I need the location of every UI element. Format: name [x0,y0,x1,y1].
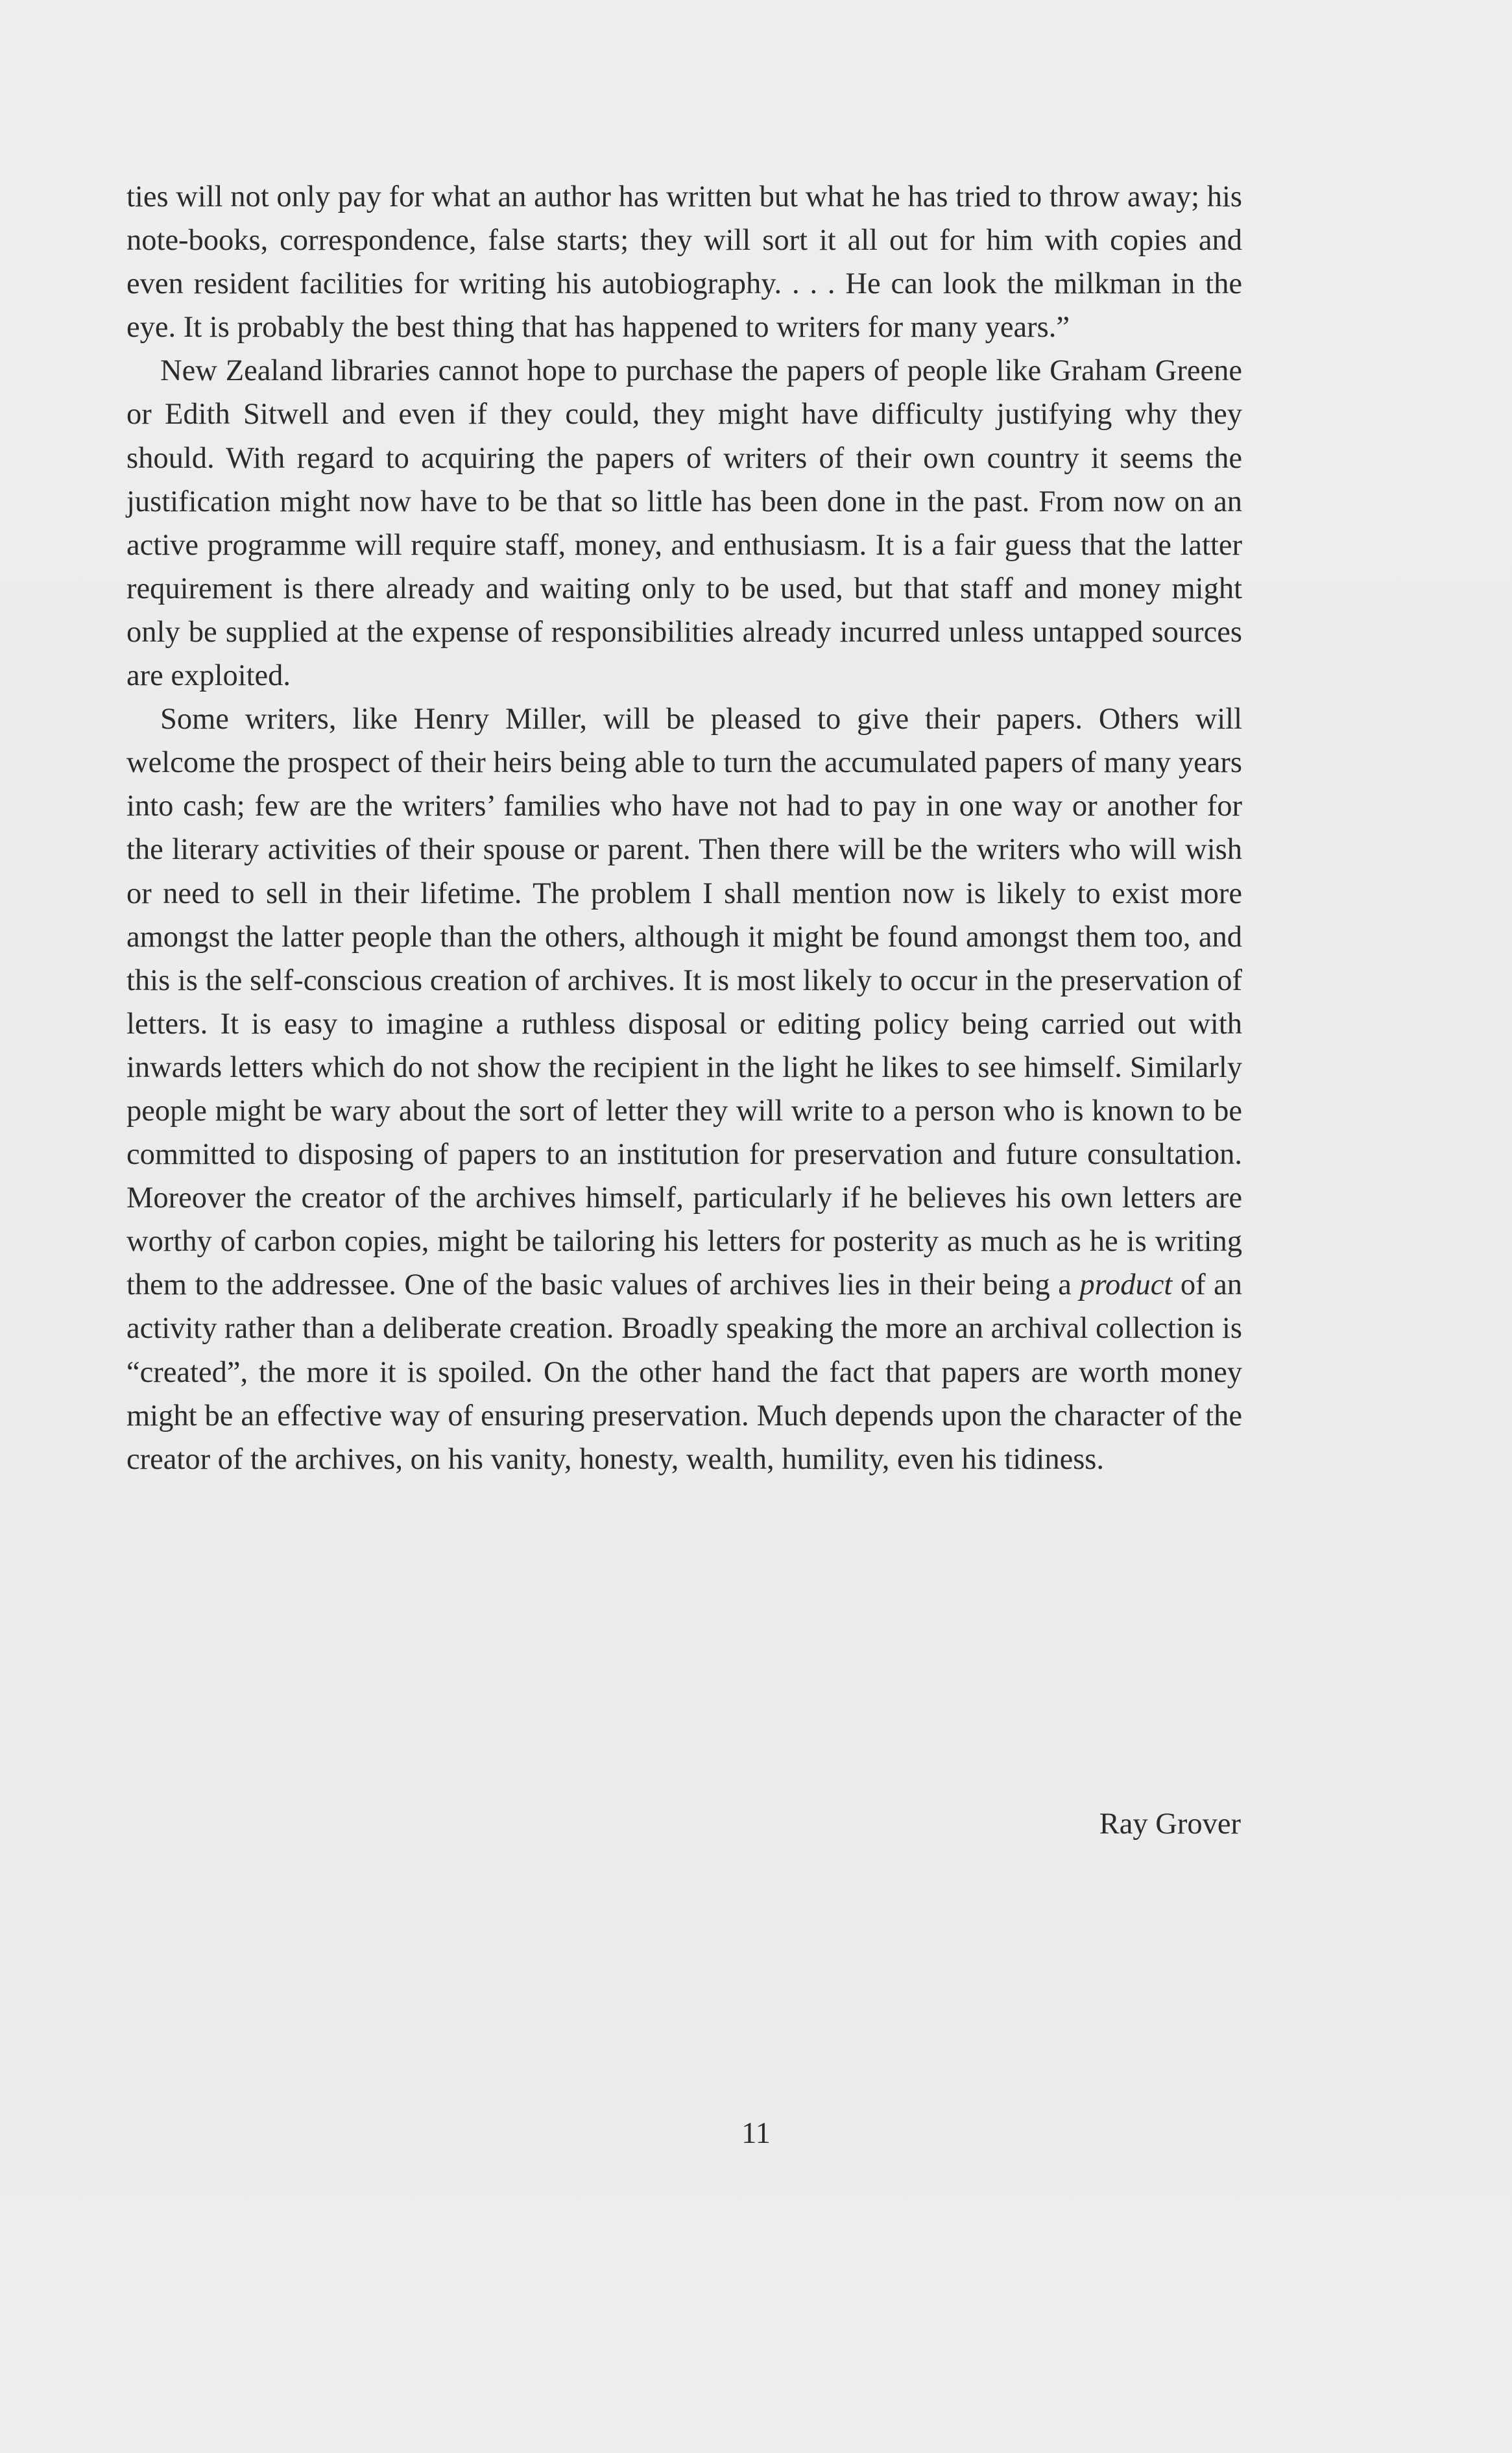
paragraph: ties will not only pay for what an author has written but what he has tried to throw away; his note-books, correspondence, false starts; they will sort it all out for him with copies and even resident facilities for writing his autobiography. . . . He can look the milkman in the eye. It is probably the best thing that has happened to writers for many years.” [126,180,1242,344]
paragraph-text: of an activity rather than a deliberate creation. Broadly speaking the more an archival collection is “created”, the more it is spoiled. On the other hand the fact that papers are worth money might be an effective way of ensuring preservation. Much depends upon the character of the creator of the archives, on his vanity, honesty, wealth, humility, even his tidiness. [126,1268,1243,1476]
paragraph: New Zealand libraries cannot hope to purchase the papers of people like Graham Greene or Edith Sitwell and even if they could, they might have difficulty justifying why they should. With regard to acquiring the papers of writers of their own country it seems the justification might now have to be that so little has been done in the past. From now on an active programme will require staff, money, and enthusiasm. It is a fair guess that the latter requirement is there already and waiting only to be used, but that staff and money might only be supplied at the expense of responsibilities already incurred unless untapped sources are exploited. [126,354,1242,693]
emphasis-text: product [1079,1268,1173,1302]
paragraph-text: Some writers, like Henry Miller, will be pleased to give their papers. Others will welcome the prospect of their heirs being able to turn the accumulated papers of many years into cash; few are the writers’ families who have not had to pay in one way or another for the literary activities of their spouse or parent. Then there will be the writers who will wish or need to sell in their lifetime. The problem I shall mention now is likely to exist more amongst the latter people than the others, although it might be found amongst them too, and this is the self-conscious creation of archives. It is most likely to occur in the preservation of letters. It is easy to imagine a ruthless disposal or editing policy being carried out with inwards letters which do not show the recipient in the light he likes to see himself. Similarly people might be wary about the sort of letter they will write to a person who is known to be committed to disposing of papers to an institution for preservation and future consultation. Moreover the creator of the archives himself, particularly if he believes his own letters are worthy of carbon copies, might be tailoring his letters for posterity as much as he is writing them to the addressee. One of the basic values of archives lies in their being a [126,703,1242,1302]
page-number: 11 [741,2117,771,2150]
paragraph [126,697,1242,1481]
author-signature: Ray Grover [1099,1807,1241,1841]
article-body [126,175,1242,1481]
